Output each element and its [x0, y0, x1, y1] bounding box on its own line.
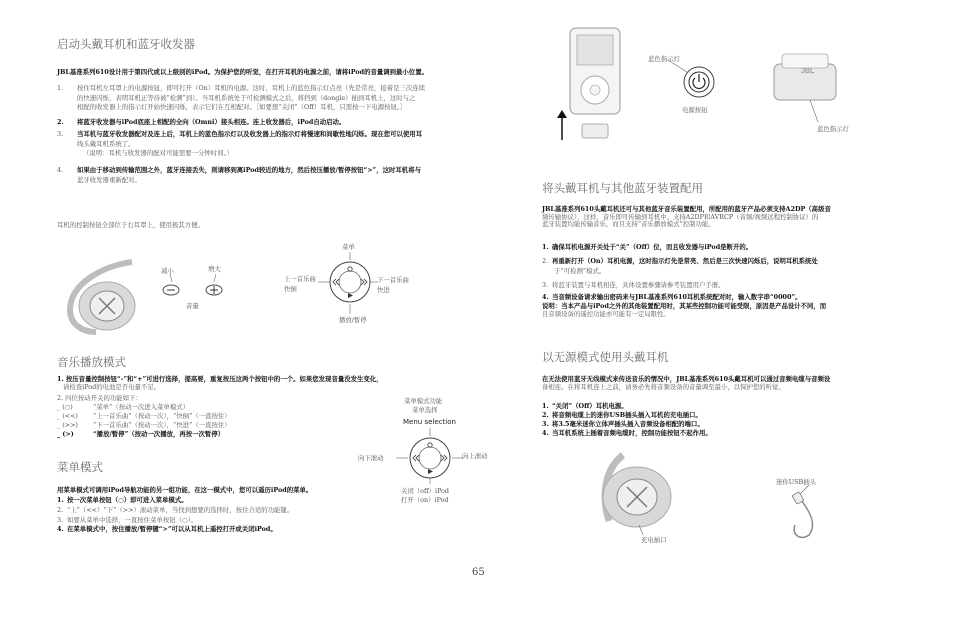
label-next: 下一首乐曲: [377, 276, 409, 284]
startup-intro: JBL基准系列610设计用于第四代或以上级别的iPod。为保护您的听觉，在打开耳机的电源之前，请将iPod的音量调到最小位置。: [57, 68, 428, 76]
menu-diagram-caption-1: 菜单模式功能: [404, 397, 443, 405]
menu-selection-label: Menu selection: [403, 418, 456, 426]
jbl-logo: JBL: [801, 68, 815, 75]
section-title-menu-mode: 菜单模式: [57, 460, 103, 474]
label-ipod-on: 打开（on）iPod: [401, 496, 449, 504]
label-volume: 音量: [186, 302, 199, 310]
step-3-line: 当耳机与蓝牙收发器配对及连上后，耳机上的蓝色指示灯以及收发器上的指示灯将慢速和间歇性地闪烁。现在您可以使用耳: [77, 130, 423, 138]
label-scroll-down: 向下滚动: [358, 454, 384, 462]
step-1-line: 相配的收发器上的指示灯开始快速闪烁，表示它们在互相配对。［如要想“关闭”（Off）耳机，只需按一下电源按钮。］: [77, 103, 407, 112]
step-1-line: 按住耳机左耳罩上的电源按钮，即可打开（On）耳机的电源。这时，耳机上的蓝色指示灯点亮（先是常亮，接着是三次连续: [77, 84, 426, 92]
step-3-line: 线头戴耳机系统了。: [77, 139, 135, 148]
step-4-line: 蓝牙收发器重新配对。: [77, 175, 141, 184]
music-item-1: 1. 按压音量控制按钮“-”和“+”可进行选择，提高要，重复按压这两个按钮中的一个。如果您发现音量没发生变化， 请检查iPod的电池是否电量不足。: [57, 375, 383, 391]
label-ipod-off: 关闭（off）iPod: [401, 487, 449, 495]
menu-mode-intro: 用菜单模式可调用iPod导航功能的另一组功能，在这一模式中，您可以遥历iPod的菜单。: [57, 486, 313, 494]
earcup-illustration: [62, 262, 152, 332]
switch-row: _ (<<) “上一首乐曲”（按动一次），“快倒”（一直按住）: [57, 412, 231, 420]
label-charge-port: 充电插口: [641, 536, 667, 544]
switch-function-list: [57, 403, 347, 443]
section-title-other-bluetooth: 将头戴耳机与其他蓝牙装置配用: [542, 181, 703, 195]
page-number: 65: [472, 567, 485, 578]
label-scroll-up: 向上滚动: [462, 452, 488, 460]
label-mini-usb: 迷你USB插头: [776, 478, 817, 486]
label-forward: 快进: [377, 286, 390, 294]
menu-diagram-caption-2: 菜单选择: [412, 406, 438, 414]
startup-steps: 1. 按住耳机左耳罩上的电源按钮，即可打开（On）耳机的电源。这时，耳机上的蓝色指示灯点亮（先是常亮，接着是三次连续 的快速闪烁，表明耳机正等待被“检测”到）。当耳机系统处于可检测模式之后，将挡到（dongle）插到耳机上，这时与之 相配的收发器上的指示灯开始快速闪烁，表示它们在互相配对。［如要想“关闭”（Off）耳机，只需按一下电源按钮。］ 2. 将蓝牙收发器与iPod底座上相配的全向（Omni）接头相连。连上收发器后，iPod自动启动。 3. 当耳机与蓝牙收发器配对及连上后，耳机上的蓝色指示灯以及收发器上的指示灯将慢速和间歇性地闪烁。现在您可以使用耳 线头戴耳机系统了。 （说明：耳机与收发器的配对可能需要一分钟时间。） 4. 如果由于移动到传输范围之外，蓝牙连接丢失，则请移到离iPod较近的地方，然后按压播放/暂停按钮“>”，这时耳机将与 蓝牙收发器重新配对。: [57, 84, 426, 184]
music-item-2: 2. 四位按动开关的功能如下：: [57, 394, 142, 402]
menu-switch-drawing: [390, 428, 470, 484]
label-playpause: 播放/暂停: [339, 316, 367, 324]
label-increase: 增大: [208, 265, 221, 273]
passive-mode-intro: 在无法使用蓝牙无线模式来传送音乐的情况中，JBL基准系列610头戴耳机可以通过音频电缆与音频设 备相连。在将耳机连上之前，请务必先将音频设备的音量调至最小，以保护您的听觉。: [542, 375, 831, 391]
volume-buttons-drawing: [160, 272, 240, 300]
switch-row: _ (>) “播放/暂停”（按动一次播放，再按一次暂停）: [57, 430, 225, 438]
label-blue-indicator-top: 蓝色指示灯: [648, 55, 680, 63]
switch-row: _ (>>) “下一首乐曲”（按动一次），“快进”（一直按住）: [57, 421, 231, 429]
section-title-passive-mode: 以无源模式使用头戴耳机: [542, 350, 669, 364]
other-bluetooth-steps: 1. 确保耳机电源开关处于“关”（Off）位，而且收发器与iPod是断开的。 2. 再重新打开（On）耳机电源，这时指示灯先是常亮、然后是三次快速闪烁后，说明耳机系统处 于“可检测”模式。 3. 将蓝牙装置与耳机相连，具体设置参骤请参考装置用户手册。 4. 当音频设备请求输出密码来与JBL基准系列610耳机系统配对时，输入数字串“0000”。: [542, 243, 818, 301]
passive-mode-steps: 1. “关闭”（Off）耳机电源。 2. 将音频电缆上的迷你USB插头插入耳机的充电插口。 3. 将3.5毫米迷你立体声插头插入音频设备相配的端口。 4. 当耳机系统上插着音频电缆时，控制功能按钮不起作用。: [542, 402, 712, 437]
label-prev: 上一首乐曲: [284, 275, 316, 283]
section-title-startup: 启动头戴耳机和蓝牙收发器: [57, 37, 195, 51]
label-power-button: 电源按钮: [682, 106, 708, 114]
step-1-line: 的快速闪烁，表明耳机正等待被“检测”到）。当耳机系统处于可检测模式之后，将挡到（dongle）插到耳机上，这时与之: [77, 93, 416, 102]
label-menu: 菜单: [342, 243, 355, 251]
menu-mode-steps: 1. 按一次菜单按钮（○）即可进入菜单模式。 2. “上”（<<）“下”（>>）滚动菜单，当找到想要的选择时，按住合适的功能键。 3. 如要从菜单中选择，一直按住菜单按钮（○）。 4. 在菜单模式中，按住播放/暂停键“>”可以从耳机上遥控打开或关闭iPod。: [57, 496, 294, 533]
other-bluetooth-note: 说明：当本产品与iPod之外的其他装置配用时，其某些控制功能可能受限，原因是产品设计不同，而 且音频设备的遥控功能亦可能有一定局限性。: [542, 302, 827, 318]
switch-row: _ (○) “菜单”（按动一次进入菜单模式）: [57, 403, 190, 411]
controls-note: 耳机的控制按钮全部位于右耳罩上，使用极其方便。: [57, 221, 204, 229]
label-blue-indicator-right: 蓝色指示灯: [817, 125, 849, 133]
label-decrease: 减小: [161, 267, 174, 275]
four-way-switch-drawing: [326, 252, 378, 314]
section-title-music: 音乐播放模式: [57, 355, 126, 369]
label-rewind: 快倒: [284, 285, 297, 293]
other-bluetooth-intro: JBL基准系列610头戴耳机还可与其他蓝牙音乐装置配用，所配用的蓝牙产品必须支持A2DP（高级音 频传输协议），这样，音乐即可传输到耳机中。支持A2DP和AVRCP（音频/视频远程控制协议）的 蓝牙装置均能传输音乐，而且支持“音乐播放模式”控制功能。: [542, 205, 831, 229]
usb-cable-illustration: [595, 455, 835, 545]
device-illustration: [560, 28, 860, 144]
step-4-line: 如果由于移动到传输范围之外，蓝牙连接丢失，则请移到离iPod较近的地方，然后按压播放/暂停按钮“>”，这时耳机将与: [77, 166, 421, 174]
step-3-line: （说明：耳机与收发器的配对可能需要一分钟时间。）: [83, 149, 234, 158]
